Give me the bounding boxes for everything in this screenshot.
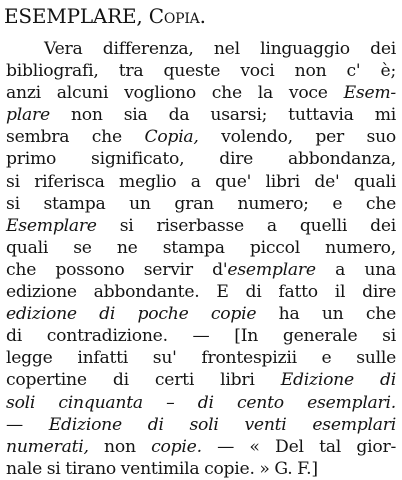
text-run: primo significato, dire abbondanza, bbox=[6, 149, 396, 170]
text-run: edizione abbondante. E di fatto il dire bbox=[6, 282, 396, 303]
entry-body bbox=[6, 38, 396, 480]
italic-phrase: Edizione di soli venti esemplari bbox=[48, 414, 396, 435]
entry-synonym: Copia. bbox=[148, 4, 206, 28]
text-line bbox=[6, 303, 396, 325]
text-line bbox=[6, 126, 396, 148]
entry-headword: ESEMPLARE, bbox=[4, 4, 143, 28]
text-line bbox=[6, 148, 396, 170]
text-run: non sia da usarsi; tuttavia mi bbox=[49, 105, 396, 126]
text-line bbox=[6, 347, 396, 369]
text-line bbox=[6, 392, 396, 414]
text-line bbox=[6, 281, 396, 303]
entry-heading bbox=[4, 4, 206, 28]
italic-phrase: Edizione di bbox=[280, 370, 396, 391]
italic-phrase: edizione di poche copie bbox=[6, 304, 257, 325]
italic-phrase: numerati, bbox=[6, 436, 89, 457]
text-line bbox=[6, 38, 396, 60]
text-line bbox=[6, 458, 396, 480]
italic-phrase: Esem- bbox=[343, 83, 396, 104]
text-run: — bbox=[6, 414, 49, 435]
text-run: — « Del tal gior- bbox=[201, 436, 396, 457]
text-line bbox=[6, 237, 396, 259]
text-run: ha un che bbox=[256, 304, 396, 325]
text-line bbox=[6, 369, 396, 391]
text-run: volendo, per suo bbox=[198, 127, 396, 148]
italic-phrase: copie. bbox=[151, 436, 202, 457]
italic-phrase: Esemplare bbox=[6, 215, 97, 236]
text-line bbox=[6, 171, 396, 193]
text-line bbox=[6, 325, 396, 347]
text-run: legge infatti su' frontespizii e sulle bbox=[6, 348, 396, 369]
text-run: si riferisca meglio a que' libri de' quali bbox=[6, 171, 396, 192]
text-run: che possono servir d' bbox=[6, 259, 228, 280]
text-line bbox=[6, 82, 396, 104]
text-line bbox=[6, 436, 396, 458]
text-line bbox=[6, 193, 396, 215]
italic-phrase: esemplare bbox=[227, 259, 316, 280]
text-run: copertine di certi libri bbox=[6, 370, 281, 391]
text-run: si riserbasse a quelli dei bbox=[96, 215, 396, 236]
text-run: quali se ne stampa piccol numero, bbox=[6, 237, 396, 258]
text-run: bibliografi, tra queste voci non c' è; bbox=[6, 61, 396, 82]
italic-phrase: Copia, bbox=[144, 127, 199, 148]
italic-phrase: plare bbox=[6, 105, 50, 126]
text-line bbox=[6, 104, 396, 126]
text-line bbox=[6, 215, 396, 237]
text-run: nale si tirano ventimila copie. » G. F.] bbox=[6, 458, 318, 479]
text-run: si stampa un gran numero; e che bbox=[6, 193, 396, 214]
text-run: anzi alcuni vogliono che la voce bbox=[6, 83, 344, 104]
italic-phrase: soli cinquanta – di cento esemplari. bbox=[6, 392, 396, 413]
text-line bbox=[6, 259, 396, 281]
text-line bbox=[6, 414, 396, 436]
text-run: sembra che bbox=[6, 127, 145, 148]
text-run: non bbox=[88, 436, 152, 457]
text-line bbox=[6, 60, 396, 82]
text-run: Vera differenza, nel linguaggio dei bbox=[44, 39, 396, 59]
text-run: a una bbox=[315, 259, 397, 280]
text-run: di contradizione. — [In generale si bbox=[6, 326, 396, 347]
